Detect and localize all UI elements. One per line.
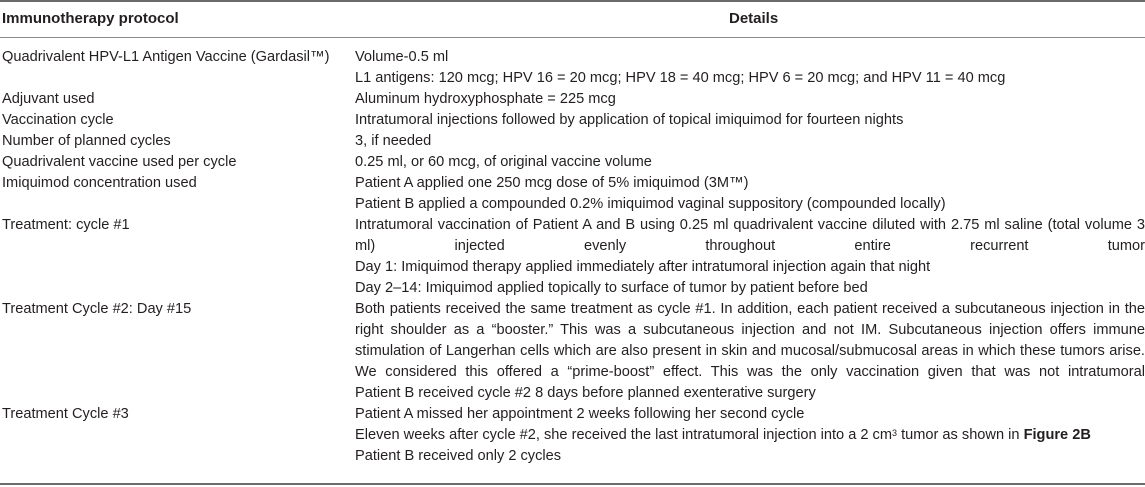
- detail-line: L1 antigens: 120 mcg; HPV 16 = 20 mcg; HPV 18 = 40 mcg; HPV 6 = 20 mcg; and HPV 11 = 40 mcg: [355, 70, 1006, 86]
- detail-line: Intratumoral injections followed by application of topical imiquimod for fourteen nights: [355, 112, 904, 128]
- details-cell: [355, 404, 1145, 467]
- protocol-cell: Treatment Cycle #2: Day #15: [2, 301, 192, 317]
- header-immunotherapy-protocol: Immunotherapy protocol: [2, 10, 179, 27]
- table-body: [0, 47, 1145, 467]
- detail-text: tumor as shown in: [897, 427, 1024, 443]
- protocol-cell: Adjuvant used: [2, 91, 95, 107]
- details-cell: [355, 299, 1145, 404]
- table-row: [0, 110, 1145, 131]
- table-header-row: [0, 8, 1145, 30]
- table-row: [0, 404, 1145, 467]
- detail-line: Patient B received cycle #2 8 days before planned exenterative surgery: [355, 385, 816, 401]
- details-cell: [355, 47, 1145, 89]
- detail-paragraph: Both patients received the same treatment as cycle #1. In addition, each patient received a subcutaneous injection in the right shoulder as a “booster.” This was a subcutaneous injection and not IM. Subcutaneous injection offers immune stimulation of Langerhan cells which are also present in skin and mucosal/submucosal areas in which these tumors arise. We considered this offered a “prime-boost” effect. This was the only vaccination given that was not intratumoral: [355, 301, 1145, 380]
- table-row: [0, 152, 1145, 173]
- details-cell: [355, 110, 1145, 131]
- details-cell: [355, 152, 1145, 173]
- table-header-rule: [0, 37, 1145, 38]
- details-cell: [355, 215, 1145, 299]
- details-cell: [355, 173, 1145, 215]
- table-row: [0, 131, 1145, 152]
- details-cell: [355, 131, 1145, 152]
- detail-line: Patient A missed her appointment 2 weeks following her second cycle: [355, 406, 805, 422]
- table-top-rule: [0, 0, 1145, 2]
- protocol-cell: Quadrivalent vaccine used per cycle: [2, 154, 237, 170]
- table-bottom-rule: [0, 483, 1145, 485]
- protocol-cell: Quadrivalent HPV-L1 Antigen Vaccine (Gardasil™): [2, 49, 330, 65]
- table-row: [0, 215, 1145, 299]
- detail-line: Patient B applied a compounded 0.2% imiquimod vaginal suppository (compounded locally): [355, 196, 946, 212]
- detail-line: Day 2–14: Imiquimod applied topically to surface of tumor by patient before bed: [355, 280, 868, 296]
- detail-line: 3, if needed: [355, 133, 432, 149]
- table-row: [0, 47, 1145, 89]
- protocol-cell: Imiquimod concentration used: [2, 175, 197, 191]
- superscript: 3: [892, 428, 898, 438]
- detail-line: Patient B received only 2 cycles: [355, 448, 562, 464]
- detail-line: Volume-0.5 ml: [355, 49, 449, 65]
- protocol-cell: Vaccination cycle: [2, 112, 114, 128]
- details-cell: [355, 89, 1145, 110]
- header-details: Details: [729, 10, 779, 27]
- protocol-cell: Treatment Cycle #3: [2, 406, 129, 422]
- detail-line: Aluminum hydroxyphosphate = 225 mcg: [355, 91, 616, 107]
- detail-line: 0.25 ml, or 60 mcg, of original vaccine volume: [355, 154, 652, 170]
- protocol-cell: Number of planned cycles: [2, 133, 171, 149]
- detail-line: Day 1: Imiquimod therapy applied immediately after intratumoral injection again that night: [355, 259, 931, 275]
- table-row: [0, 173, 1145, 215]
- detail-line: [355, 425, 1145, 446]
- figure-reference: Figure 2B: [1023, 427, 1091, 443]
- detail-paragraph: Intratumoral vaccination of Patient A and B using 0.25 ml quadrivalent vaccine diluted with 2.75 ml saline (total volume 3 ml) injected evenly throughout entire recurrent tumor: [355, 217, 1145, 254]
- detail-line: Patient A applied one 250 mcg dose of 5% imiquimod (3M™): [355, 175, 749, 191]
- table-row: [0, 299, 1145, 404]
- protocol-cell: Treatment: cycle #1: [2, 217, 130, 233]
- detail-text: Eleven weeks after cycle #2, she received the last intratumoral injection into a 2 cm: [355, 427, 892, 443]
- table-row: [0, 89, 1145, 110]
